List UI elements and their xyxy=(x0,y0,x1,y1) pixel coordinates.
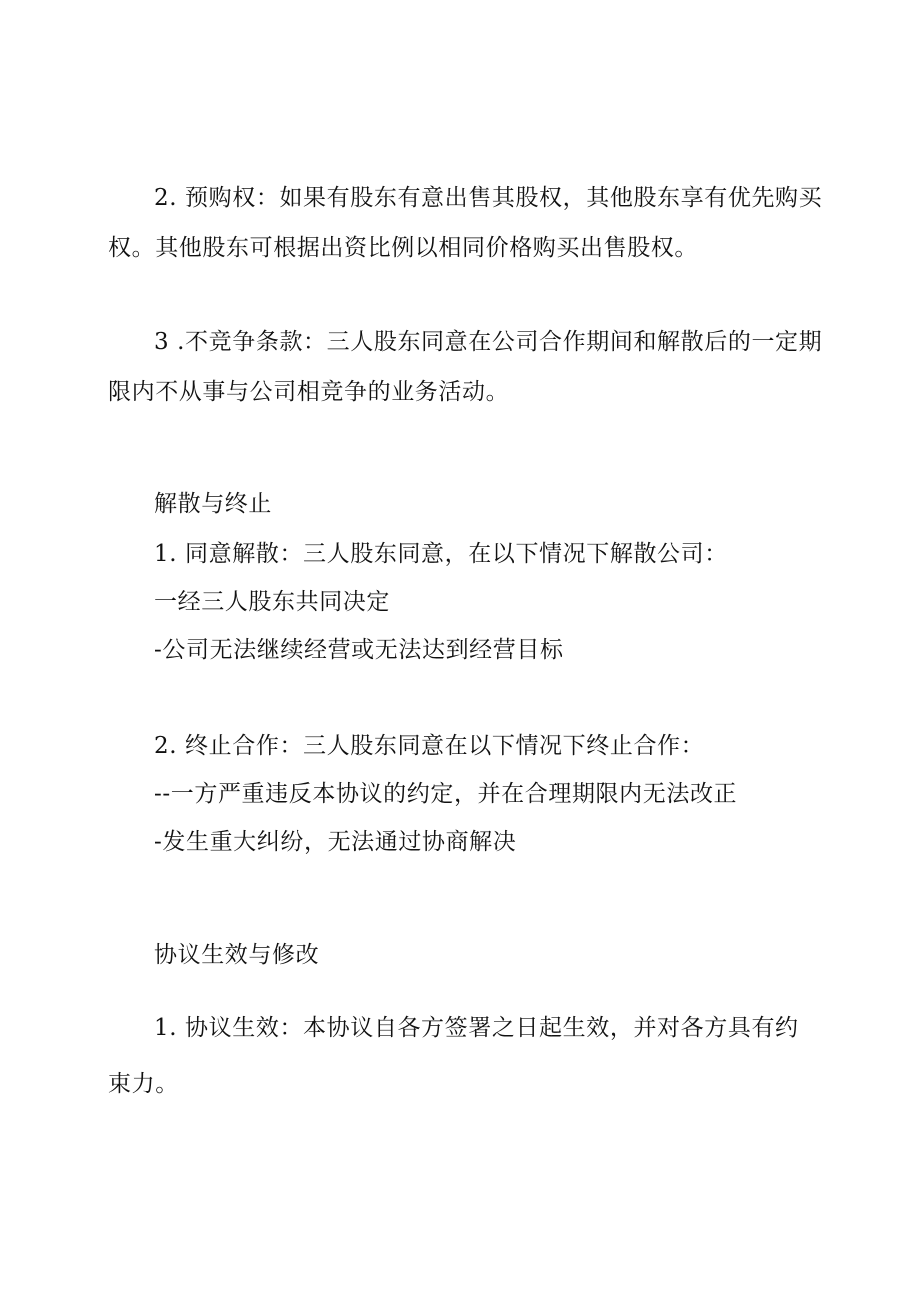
clause-dissolve-item-a: 一经三人股东共同决定 xyxy=(154,589,390,615)
clause-preemption-line-1: 2. 预购权：如果有股东有意出售其股权，其他股东享有优先购买 xyxy=(154,185,823,211)
clause-terminate-item-b: -发生重大纠纷，无法通过协商解决 xyxy=(154,829,517,855)
clause-noncompete-line-2: 限内不从事与公司相竞争的业务活动。 xyxy=(108,379,510,405)
clause-dissolve-item-b: -公司无法继续经营或无法达到经营目标 xyxy=(154,637,564,663)
clause-preemption-line-2: 权。其他股东可根据出资比例以相同价格购买出售股权。 xyxy=(108,235,698,261)
clause-effect-line-1: 1. 协议生效：本协议自各方签署之日起生效，并对各方具有约 xyxy=(154,1015,799,1041)
clause-effect-line-2: 束力。 xyxy=(108,1071,179,1097)
clause-noncompete-line-1: 3 .不竞争条款：三人股东同意在公司合作期间和解散后的一定期 xyxy=(154,329,823,355)
section-heading-effect: 协议生效与修改 xyxy=(154,942,320,968)
clause-dissolve: 1. 同意解散：三人股东同意，在以下情况下解散公司： xyxy=(154,541,728,567)
clause-terminate: 2. 终止合作：三人股东同意在以下情况下终止合作： xyxy=(154,733,705,759)
clause-terminate-item-a: --一方严重违反本协议的约定，并在合理期限内无法改正 xyxy=(154,781,738,807)
section-heading-dissolution: 解散与终止 xyxy=(154,491,272,517)
